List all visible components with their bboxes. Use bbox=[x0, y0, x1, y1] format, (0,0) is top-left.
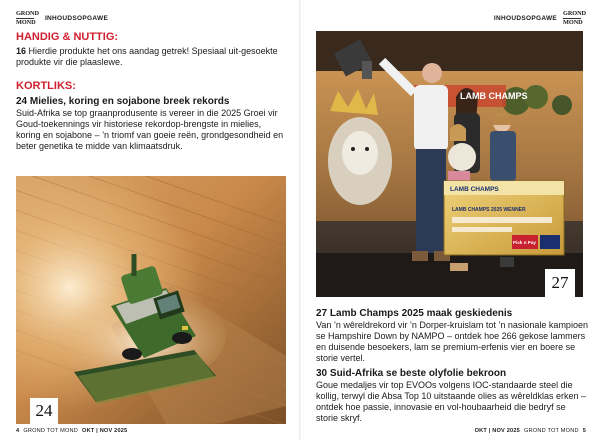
cheque-sponsor: Pick n Pay bbox=[513, 240, 536, 245]
article-summary-27: Van ’n wêreldrekord vir ’n Dorper-kruislam tot ’n nasionale kampioen se Hampshire Down by NAMPO – ontdek hoe 266 gekose lammers en duisende besoekers, lam se premium-erfenis vier en boere se storie vertel. bbox=[316, 320, 588, 363]
magazine-logo: GROND MOND bbox=[563, 9, 586, 26]
page-gutter bbox=[299, 0, 301, 440]
article-title-30: 30 Suid-Afrika se beste olyfolie bekroon bbox=[316, 368, 507, 379]
folio-number: 5 bbox=[582, 428, 586, 434]
folio-number: 4 bbox=[16, 428, 20, 434]
footer-issue: OKT | NOV 2025 bbox=[82, 428, 128, 434]
handig-section bbox=[16, 31, 286, 68]
magazine-logo: GROND MOND bbox=[16, 9, 39, 26]
right-page-header bbox=[494, 11, 586, 25]
winners-illustration bbox=[316, 31, 583, 297]
footer-brand: GROND TOT MOND bbox=[23, 428, 79, 434]
combine-harvester-photo bbox=[16, 176, 286, 424]
footer-brand: GROND TOT MOND bbox=[523, 428, 579, 434]
section-title-kortliks: KORTLIKS: bbox=[16, 80, 76, 92]
kortliks-section bbox=[16, 80, 286, 152]
left-page-footer bbox=[16, 428, 127, 434]
article-summary-24: Suid-Afrika se top graanprodusente is vereer in die 2025 Groei vir Goud-toekennings vir historiese rekordop-brengste in mielies, koring en sojabone – ’n triomf van goeie reën, grondgesondheid en beter genetika te midde van klimaatsdruk. bbox=[16, 108, 284, 151]
article-title-27: 27 Lamb Champs 2025 maak geskiedenis bbox=[316, 308, 513, 319]
article-summary-30: Goue medaljes vir top EVOOs volgens IOC-standaarde steel die kollig, terwyl die Absa Top 10 uitstaande olies as wêreldklas erken – ontdek hoe passie, innovasie en vol-houbaarheid die bedryf se storie skryf. bbox=[316, 380, 586, 423]
section-label: INHOUDSOPGAWE bbox=[493, 14, 558, 22]
cheque-subtitle: LAMB CHAMPS 2025 WENNER bbox=[452, 207, 526, 213]
cheque-title: LAMB CHAMPS bbox=[450, 186, 499, 193]
footer-issue: OKT | NOV 2025 bbox=[474, 428, 520, 434]
entry-text: Hierdie produkte het ons aandag getrek! Spesiaal uit-gesoekte produkte vir die plaaslewe. bbox=[16, 46, 278, 67]
section-label: INHOUDSOPGAWE bbox=[44, 14, 109, 22]
page-number-badge: 24 bbox=[30, 398, 58, 424]
section-title-handig: HANDIG & NUTTIG: bbox=[16, 31, 119, 43]
page-reference: 16 bbox=[16, 46, 27, 56]
harvester-illustration bbox=[16, 176, 286, 424]
article-entry-30 bbox=[316, 368, 588, 424]
page-number-badge: 27 bbox=[545, 269, 575, 297]
handig-entry bbox=[16, 46, 286, 68]
banner-text: LAMB CHAMPS bbox=[460, 91, 528, 101]
right-page-footer bbox=[475, 428, 586, 434]
article-title-24: 24 Mielies, koring en sojabone breek rekords bbox=[16, 96, 230, 107]
article-entry-27 bbox=[316, 308, 588, 364]
lamb-champs-photo bbox=[316, 31, 583, 297]
left-page-header bbox=[16, 11, 108, 25]
